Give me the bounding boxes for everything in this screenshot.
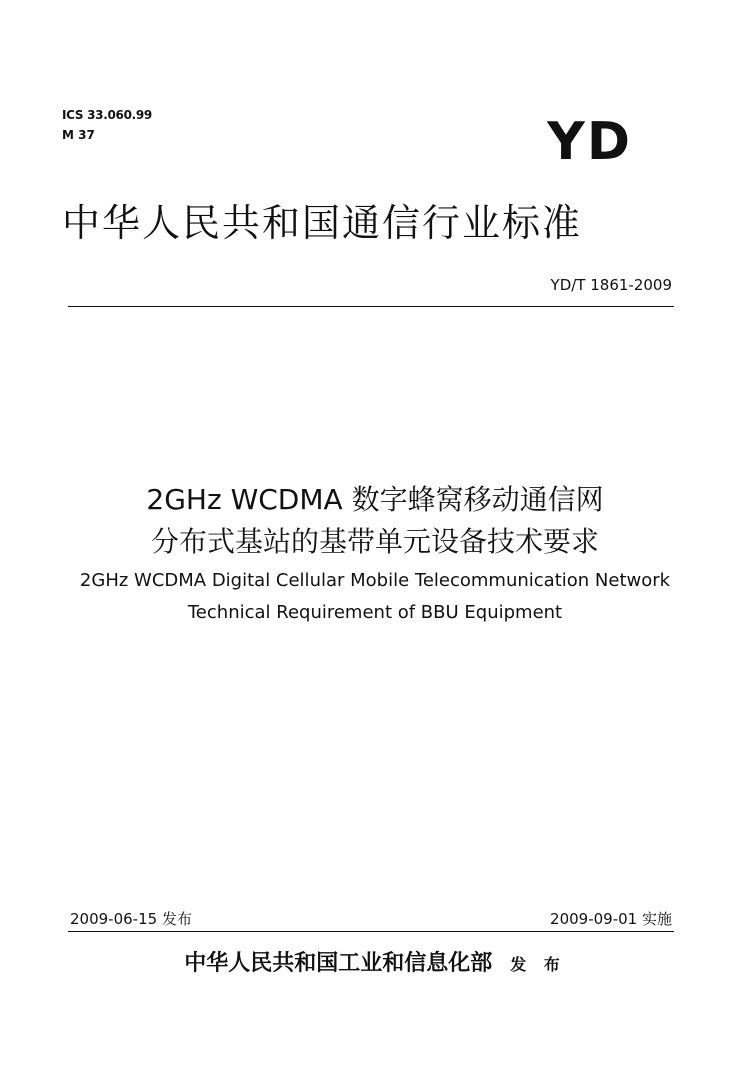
top-divider xyxy=(68,306,674,307)
yd-logo: YD xyxy=(547,112,632,172)
standard-number: YD/T 1861-2009 xyxy=(550,276,672,294)
title-english-line2: Technical Requirement of BBU Equipment xyxy=(187,602,563,623)
issue-date: 2009-06-15 发布 xyxy=(70,910,192,928)
title-chinese-line2: 分布式基站的基带单元设备技术要求 xyxy=(150,525,599,558)
issuer-name: 中华人民共和国工业和信息化部 xyxy=(184,950,493,976)
bottom-divider xyxy=(68,931,674,932)
implementation-date: 2009-09-01 实施 xyxy=(550,910,672,928)
title-english-line1: 2GHz WCDMA Digital Cellular Mobile Telecommunication Network xyxy=(79,570,671,591)
classification-code: M 37 xyxy=(62,128,95,142)
standard-category-title: 中华人民共和国通信行业标准 xyxy=(62,201,583,245)
ics-code: ICS 33.060.99 xyxy=(62,108,152,122)
issuer-verb: 发 布 xyxy=(510,955,566,974)
issuer-line xyxy=(0,946,750,977)
title-chinese-line1: 2GHz WCDMA 数字蜂窝移动通信网 xyxy=(146,483,604,516)
